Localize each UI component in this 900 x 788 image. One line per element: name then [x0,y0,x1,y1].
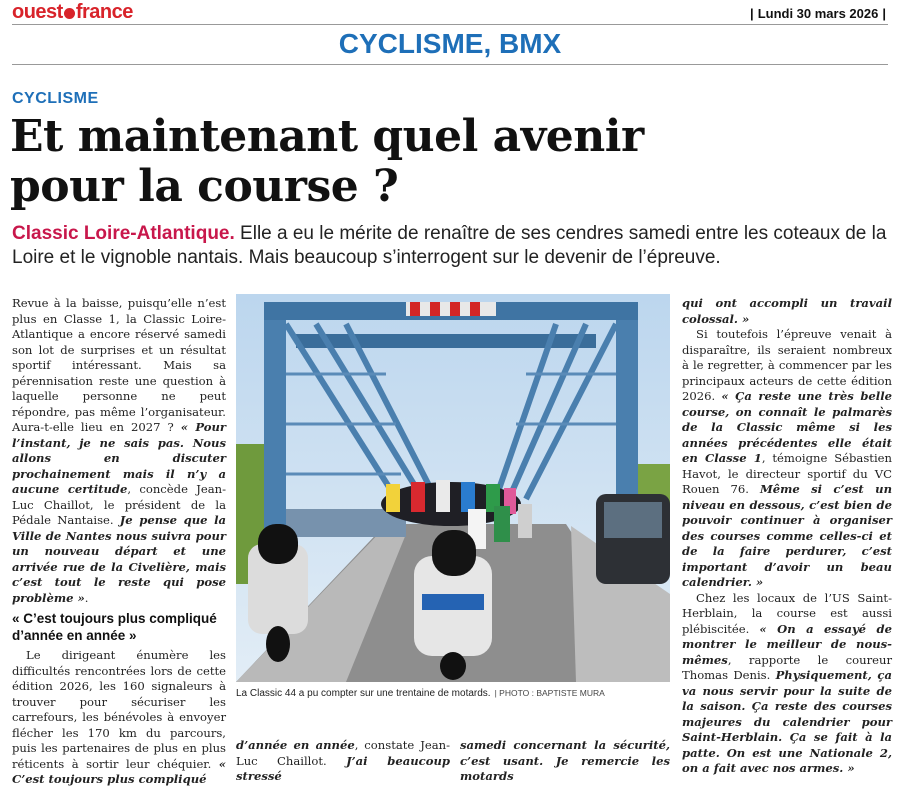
top-rule [12,24,888,25]
paragraph [12,648,226,788]
photo-credit: | PHOTO : BAPTISTE MURA [494,688,605,698]
article-kicker: CYCLISME [12,90,99,107]
paragraph [682,296,892,327]
article-column-3 [460,738,670,785]
headline-line-2: pour la course ? [10,161,399,212]
text: , rapporte le coureur Thomas Denis. [682,652,892,682]
date-separator-left: | [750,6,754,21]
section-rule [12,64,888,65]
logo-word-ouest: ouest [12,1,63,23]
paragraph [682,327,892,591]
text: Le dirigeant énumère les difficultés rencontrées lors de cette édition 2026, les 160 signaleurs à trouver pour sécuriser les carrefours, les bénévoles à envoyer flécher les 170 km du parcours, puis les partenaires de plus en plus réticents à sortir leur chéquier. [12,648,226,771]
article-column-2 [236,738,450,785]
quote: qui ont accompli un travail colossal. » [682,296,892,326]
article-standfirst [12,222,892,270]
ouest-france-logo[interactable] [12,1,133,24]
date-separator-right: | [882,6,886,21]
quote: « C’est toujours plus compliqué [12,756,226,786]
quote: Physiquement, ça va nous servir pour la suite de la saison. Ça reste des courses majeures du calendrier pour Saint-Herblain. Ça se fait à la patte. On est une Nationale 2, on a fait avec nos armes. » [682,668,892,775]
quote: Même si c’est un niveau en dessous, c’est bien de pouvoir continuer à organiser des courses comme celles-ci et de la faire perdurer, c’est important d’avoir un beau calendrier. » [682,482,892,589]
text: Revue à la baisse, puisqu’elle n’est plus en Classe 1, la Classic Loire-Atlantique a encore réservé samedi son lot de surprises et un résultat sportif intéressant. Mais sa pérennisation reste une question à laquelle personne ne peut répondre, pas même l’organisateur. Aura-t-elle lieu en 2027 ? [12,296,226,434]
quote: samedi concernant la sécurité, c’est usant. Je remercie les motards [460,738,670,783]
logo-dot-icon [64,8,75,19]
text: , constate Jean-Luc Chaillot. [236,738,450,768]
quote: « On a essayé de montrer le meilleur de nous-mêmes [682,621,892,667]
article-column-4 [682,296,892,777]
photo-caption [236,688,670,699]
quote: d’année en année [236,738,355,752]
logo-word-france: france [75,1,133,23]
issue-date-text: Lundi 30 mars 2026 [757,6,879,21]
paragraph [460,738,670,785]
article-headline [10,112,890,212]
bridge-peloton-illustration [236,294,670,682]
intertitle: « C’est toujours plus compliqué d’année en année » [12,611,217,643]
paragraph [12,296,226,606]
quote: J’ai beaucoup stressé [236,753,450,783]
article-photo [236,294,670,682]
standfirst-text: Elle a eu le mérite de renaître de ses cendres samedi entre les coteaux de la Loire et le vignoble nantais. Mais beaucoup s’interrogent sur le devenir de l’épreuve. [12,223,887,268]
issue-date [746,6,890,21]
article-column-1 [12,296,226,788]
text: , concède Jean-Luc Chaillot, le président de la Pédale Nantaise. [12,482,226,527]
section-title: CYCLISME, BMX [338,28,562,59]
standfirst-lead: Classic Loire-Atlantique. [12,223,235,244]
quote: « Pour l’instant, je ne sais pas. Nous allons en discuter prochainement mais il n’y a aucune certitude [12,420,226,496]
text: , témoigne Sébastien Havot, le directeur sportif du VC Rouen 76. [682,451,892,496]
quote: Je pense que la Ville de Nantes nous suivra pour un nouveau départ et une arrivée rue de la Civelière, mais c’est tout le reste qui pose problème » [12,513,226,605]
text: Chez les locaux de l’US Saint-Herblain, la course est aussi plébiscitée. [682,590,892,636]
text: . [84,590,89,605]
text: Si toutefois l’épreuve venait à disparaître, ils seraient nombreux à le regretter, à commencer par les principaux acteurs de cette édition 2026. [682,327,892,403]
quote: « Ça reste une très belle course, on connaît le palmarès de la Classic même si les années précédentes elle était en Classe 1 [682,389,892,465]
paragraph [682,591,892,777]
headline-line-1: Et maintenant quel avenir [10,111,644,162]
paragraph [236,738,450,785]
caption-text: La Classic 44 a pu compter sur une trentaine de motards. [236,688,491,699]
